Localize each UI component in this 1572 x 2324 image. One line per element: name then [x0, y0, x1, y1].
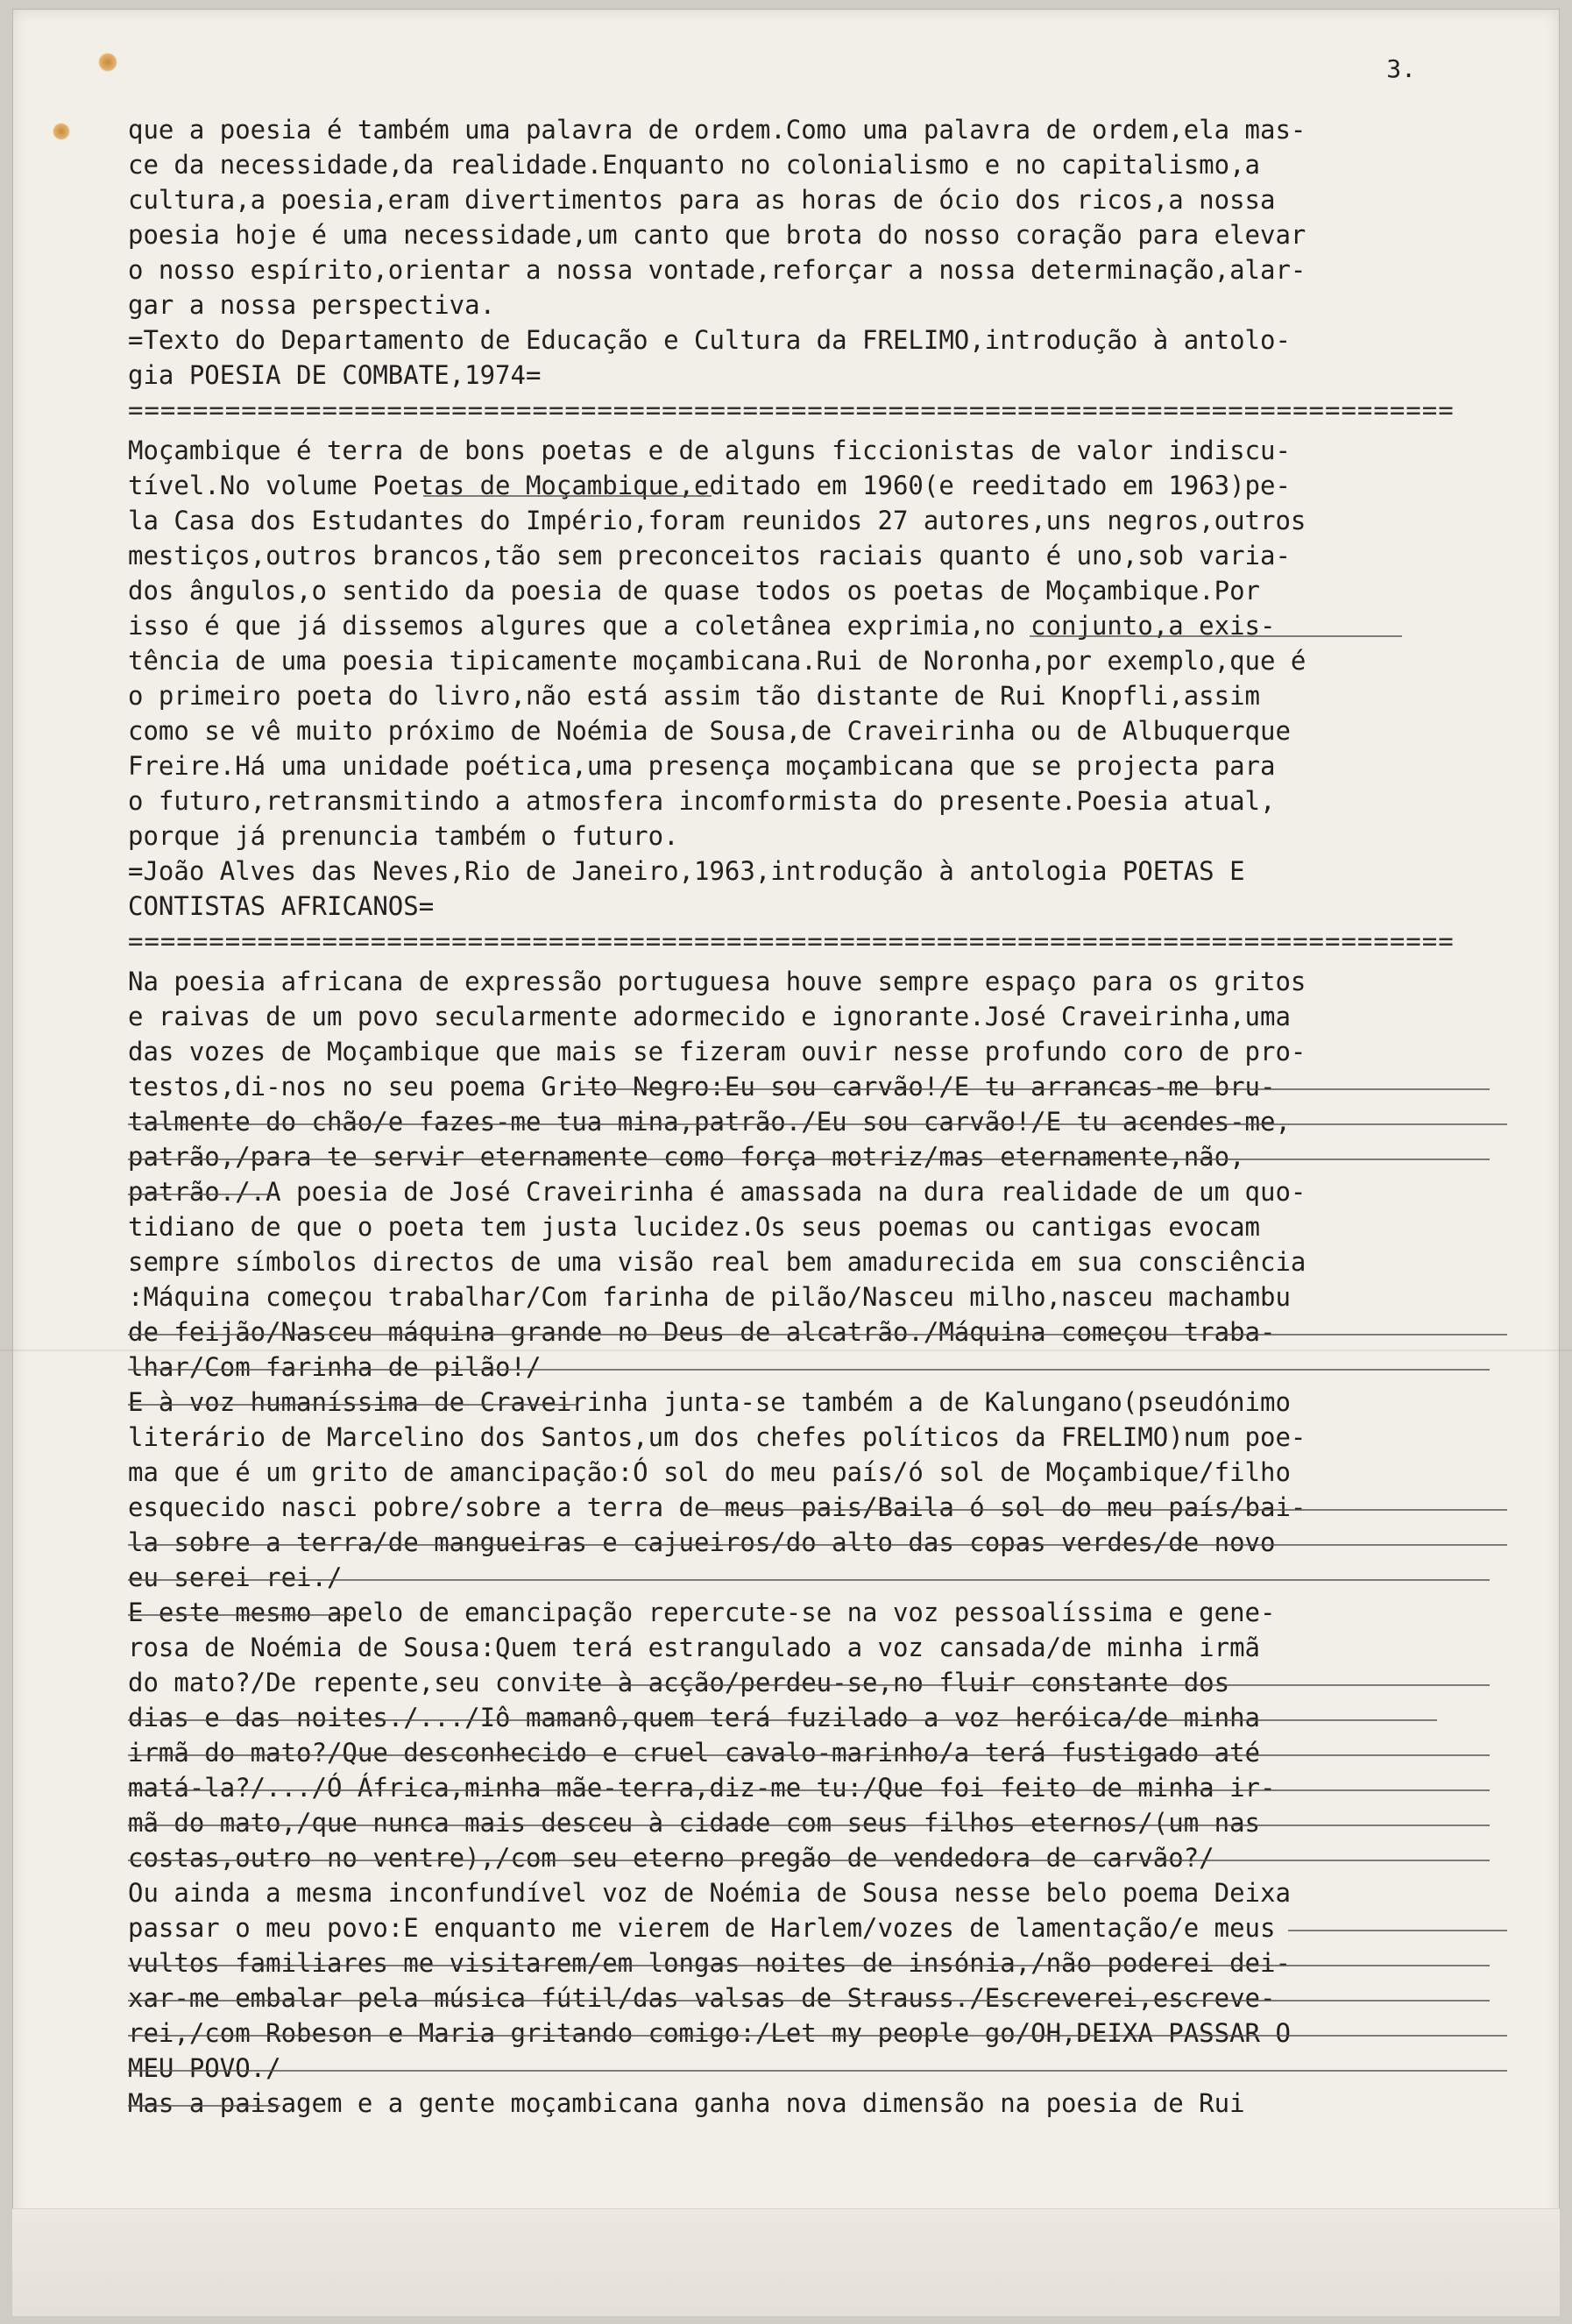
text-line: vultos familiares me visitarem/em longas noites de insónia,/não poderei dei-: [128, 1948, 1291, 1978]
text-line: ce da necessidade,da realidade.Enquanto no colonialismo e no capitalismo,a: [128, 150, 1261, 180]
text-line: rosa de Noémia de Sousa:Quem terá estrangulado a voz cansada/de minha irmã: [128, 1633, 1261, 1662]
citation-line: gia POESIA DE COMBATE,1974=: [128, 360, 542, 390]
separator-rule: ==================================================================================: [128, 395, 1455, 425]
text-line: o primeiro poeta do livro,não está assim tão distante de Rui Knopfli,assim: [128, 681, 1261, 711]
text-line: que a poesia é também uma palavra de ordem.Como uma palavra de ordem,ela mas-: [128, 115, 1306, 145]
text-line: costas,outro no ventre),/com seu eterno pregão de vendedora de carvão?/: [128, 1843, 1214, 1873]
text-line: MEU POVO./: [128, 2053, 281, 2083]
text-line: Freire.Há uma unidade poética,uma presença moçambicana que se projecta para: [128, 751, 1276, 781]
text-line: como se vê muito próximo de Noémia de Sousa,de Craveirinha ou de Albuquerque: [128, 716, 1291, 746]
text-line: tência de uma poesia tipicamente moçambicana.Rui de Noronha,por exemplo,que é: [128, 646, 1306, 676]
text-line: esquecido nasci pobre/sobre a terra de meus pais/Baila ó sol do meu país/bai-: [128, 1492, 1306, 1522]
text-line: o nosso espírito,orientar a nossa vontade,reforçar a nossa determinação,alar-: [128, 255, 1306, 285]
text-line: lhar/Com farinha de pilão!/: [128, 1352, 542, 1382]
text-line: poesia hoje é uma necessidade,um canto que brota do nosso coração para elevar: [128, 220, 1306, 250]
text-line: la Casa dos Estudantes do Império,foram reunidos 27 autores,uns negros,outros: [128, 506, 1306, 535]
text-line: cultura,a poesia,eram divertimentos para as horas de ócio dos ricos,a nossa: [128, 185, 1276, 215]
citation-line: =Texto do Departamento de Educação e Cultura da FRELIMO,introdução à antolo-: [128, 325, 1291, 355]
separator-rule: ==================================================================================: [128, 926, 1455, 956]
text-line: E à voz humaníssima de Craveirinha junta-se também a de Kalungano(pseudónimo: [128, 1387, 1291, 1417]
text-line: matá-la?/.../Ó África,minha mãe-terra,diz-me tu:/Que foi feito de minha ir-: [128, 1773, 1276, 1803]
text-line: rei,/com Robeson e Maria gritando comigo:/Let my people go/OH,DEIXA PASSAR O: [128, 2018, 1291, 2048]
text-line: mã do mato,/que nunca mais desceu à cidade com seus filhos eternos/(um nas: [128, 1808, 1261, 1838]
text-line: patrão./.A poesia de José Craveirinha é amassada na dura realidade de um quo-: [128, 1177, 1306, 1207]
text-line: de feijão/Nasceu máquina grande no Deus de alcatrão./Máquina começou traba-: [128, 1317, 1276, 1347]
text-line: xar-me embalar pela música fútil/das valsas de Strauss./Escreverei,escreve-: [128, 1983, 1276, 2013]
text-line: la sobre a terra/de mangueiras e cajueiros/do alto das copas verdes/de novo: [128, 1527, 1276, 1557]
text-line: sempre símbolos directos de uma visão real bem amadurecida em sua consciência: [128, 1247, 1306, 1277]
text-line: mestiços,outros brancos,tão sem preconceitos raciais quanto é uno,sob varia-: [128, 541, 1291, 570]
text-line: gar a nossa perspectiva.: [128, 290, 496, 320]
text-line: Mas a paisagem e a gente moçambicana ganha nova dimensão na poesia de Rui: [128, 2088, 1245, 2118]
text-line: ma que é um grito de amancipação:Ó sol do meu país/ó sol de Moçambique/filho: [128, 1457, 1291, 1487]
text-line: eu serei rei./: [128, 1562, 343, 1592]
text-line: Moçambique é terra de bons poetas e de alguns ficcionistas de valor indiscu-: [128, 436, 1291, 465]
text-line: E este mesmo apelo de emancipação repercute-se na voz pessoalíssima e gene-: [128, 1598, 1276, 1627]
text-line: isso é que já dissemos algures que a coletânea exprimia,no conjunto,a exis-: [128, 611, 1276, 641]
text-line: Na poesia africana de expressão portuguesa houve sempre espaço para os gritos: [128, 967, 1306, 996]
text-line: irmã do mato?/Que desconhecido e cruel cavalo-marinho/a terá fustigado até: [128, 1738, 1261, 1768]
text-line: passar o meu povo:E enquanto me vierem de Harlem/vozes de lamentação/e meus: [128, 1913, 1276, 1943]
text-line: :Máquina começou trabalhar/Com farinha de pilão/Nasceu milho,nasceu machambu: [128, 1282, 1291, 1312]
text-line: porque já prenuncia também o futuro.: [128, 821, 679, 851]
page-number: 3.: [1386, 54, 1416, 83]
text-line: dos ângulos,o sentido da poesia de quase todos os poetas de Moçambique.Por: [128, 576, 1261, 606]
text-line: e raivas de um povo secularmente adormecido e ignorante.José Craveirinha,uma: [128, 1002, 1291, 1031]
text-line: o futuro,retransmitindo a atmosfera incomformista do presente.Poesia atual,: [128, 786, 1276, 816]
text-line: literário de Marcelino dos Santos,um dos chefes políticos da FRELIMO)num poe-: [128, 1422, 1306, 1452]
text-line: patrão,/para te servir eternamente como força motriz/mas eternamente,não,: [128, 1142, 1245, 1172]
text-line: testos,di-nos no seu poema Grito Negro:Eu sou carvão!/E tu arrancas-me bru-: [128, 1072, 1276, 1102]
citation-line: CONTISTAS AFRICANOS=: [128, 891, 435, 921]
text-line: do mato?/De repente,seu convite à acção/perdeu-se,no fluir constante dos: [128, 1668, 1230, 1697]
text-line: talmente do chão/e fazes-me tua mina,patrão./Eu sou carvão!/E tu acendes-me,: [128, 1107, 1291, 1137]
text-line: tidiano de que o poeta tem justa lucidez.Os seus poemas ou cantigas evocam: [128, 1212, 1261, 1242]
citation-line: =João Alves das Neves,Rio de Janeiro,1963,introdução à antologia POETAS E: [128, 856, 1245, 886]
text-line: Ou ainda a mesma inconfundível voz de Noémia de Sousa nesse belo poema Deixa: [128, 1878, 1291, 1908]
text-line: das vozes de Moçambique que mais se fizeram ouvir nesse profundo coro de pro-: [128, 1037, 1306, 1066]
text-line: tível.No volume Poetas de Moçambique,editado em 1960(e reeditado em 1963)pe-: [128, 471, 1291, 500]
text-line: dias e das noites./.../Iô mamanô,quem terá fuzilado a voz heróica/de minha: [128, 1703, 1261, 1732]
